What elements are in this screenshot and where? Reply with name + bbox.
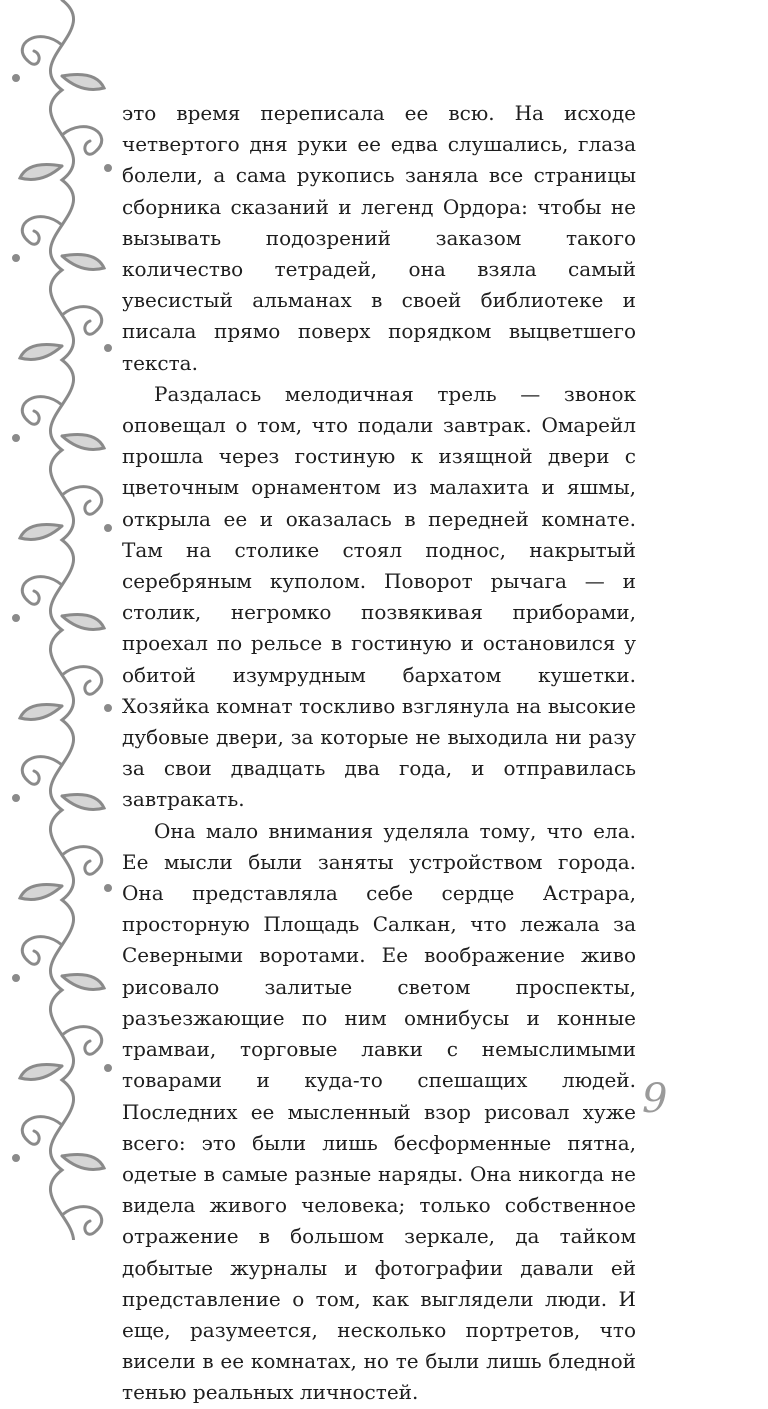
leaf-icon	[62, 1155, 104, 1170]
leaf-icon	[62, 795, 104, 810]
leaf-icon	[20, 885, 62, 900]
leaf-icon	[20, 705, 62, 720]
page-number: 9	[642, 1076, 668, 1122]
ornament-dot	[14, 616, 19, 621]
leaf-icon	[62, 975, 104, 990]
leaf-icon	[20, 525, 62, 540]
paragraph-2: Раздалась мелодичная трель — звонок оповещал о том, что подали завтрак. Омарейл прошла через гостиную к изящной двери с цветочным орнаментом из малахита и яшмы, открыла ее и оказалась в передней комнате. Там на столике стоял поднос, накрытый серебряным куполом. Поворот рычага — и столик, негромко позвякивая приборами, проехал по рельсе в гостиную и остановился у обитой изумрудным бархатом кушетки. Хозяйка комнат тоскливо взглянула на высокие дубовые двери, за которые не выходила ни разу за свои двадцать два года, и отправилась завтракать.	[122, 381, 636, 812]
vine-curl	[22, 937, 62, 965]
ornament-dot	[106, 166, 111, 171]
ornament-dot	[14, 1156, 19, 1161]
leaf-icon	[20, 1065, 62, 1080]
body-text	[122, 98, 636, 1409]
vine-curl	[22, 217, 62, 245]
vine-curl	[22, 1117, 62, 1145]
vine-curl	[62, 1027, 102, 1055]
ornament-dot	[14, 76, 19, 81]
paragraph-3: Она мало внимания уделяла тому, что ела. Ее мысли были заняты устройством города. Она представляла себе сердце Астрара, просторную Площадь Салкан, что лежала за Северными воротами. Ее воображение живо рисовало залитые светом проспекты, разъезжающие по ним омнибусы и конные трамваи, торговые лавки с немыслимыми товарами и куда-то спешащих людей. Последних ее мысленный взор рисовал хуже всего: это были лишь бесформенные пятна, одетые в самые разные наряды. Она никогда не видела живого человека; только собственное отражение в большом зеркале, да тайком добытые журналы и фотографии давали ей представление о том, как выглядели люди. И еще, разумеется, несколько портретов, что висели в ее комнатах, но те были лишь бледной тенью реальных личностей.	[122, 818, 636, 1405]
leaf-icon	[62, 255, 104, 270]
paragraph-1: это время переписала ее всю. На исходе четвертого дня руки ее едва слушались, глаза болели, а сама рукопись заняла все страницы сборника сказаний и легенд Ордора: чтобы не вызывать подозрений заказом такого количество тетрадей, она взяла самый увесистый альманах в своей библиотеке и писала прямо поверх порядком выцветшего текста.	[122, 101, 636, 375]
vine-curl	[22, 397, 62, 425]
ornament-dot	[14, 256, 19, 261]
ornament-dot	[106, 886, 111, 891]
vine-curl	[62, 1207, 102, 1235]
ornament-dot	[14, 436, 19, 441]
ornament-dot	[14, 976, 19, 981]
ornament-dot	[14, 796, 19, 801]
vine-curl	[62, 127, 102, 155]
ornament-dot	[106, 526, 111, 531]
vine-curl	[62, 667, 102, 695]
leaf-icon	[62, 615, 104, 630]
ornament-dot	[106, 706, 111, 711]
vine-curl	[62, 847, 102, 875]
floral-border-ornament	[0, 0, 125, 1240]
vine-curl	[62, 487, 102, 515]
leaf-icon	[20, 345, 62, 360]
vine-curl	[22, 37, 62, 65]
vine-curl	[62, 307, 102, 335]
ornament-dot	[106, 346, 111, 351]
leaf-icon	[20, 165, 62, 180]
leaf-icon	[62, 435, 104, 450]
vine-curl	[22, 757, 62, 785]
ornament-dot	[106, 1066, 111, 1071]
vine-curl	[22, 577, 62, 605]
leaf-icon	[62, 75, 104, 90]
